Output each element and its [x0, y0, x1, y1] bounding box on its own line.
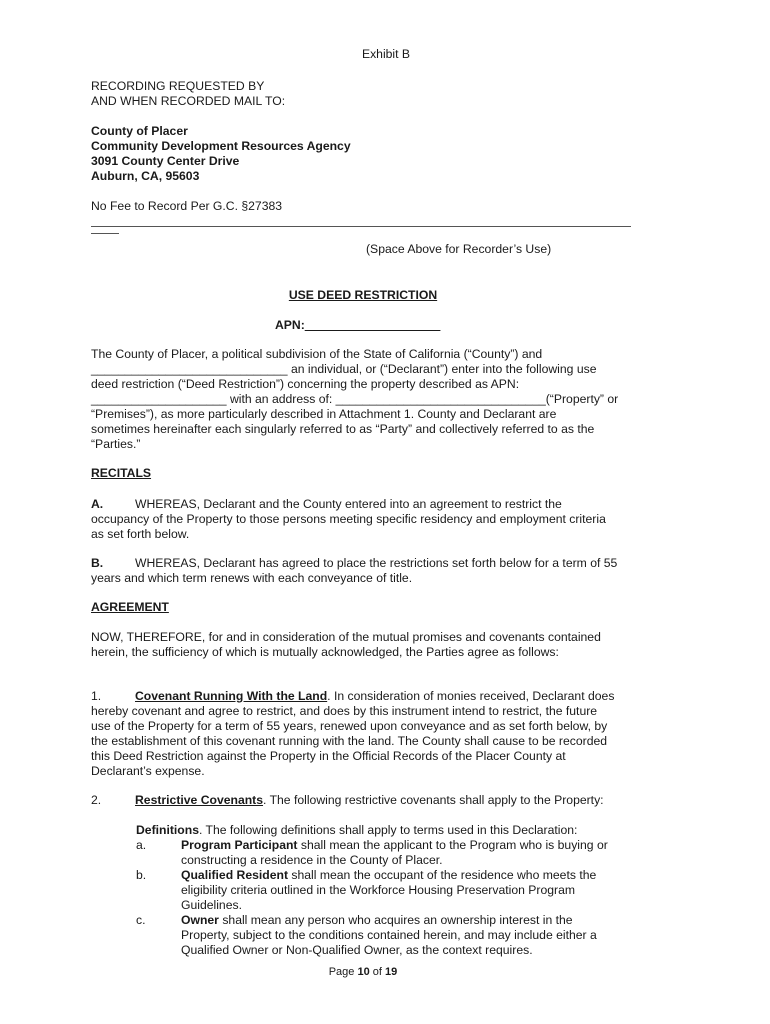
- section-2: 2. Restrictive Covenants. The following restrictive covenants shall apply to the Property:: [91, 793, 604, 807]
- intro-paragraph: The County of Placer, a political subdivision of the State of California (“County”) and _____________________________ an individual, or (“Declarant”) enter into the following use deed restriction (“Deed Restriction”) concerning the property described as APN: ____________________ with an address of: _______________________________(“Property” or “Premises”), as more particularly described in Attachment 1. County and Declarant are sometimes hereinafter each singularly referred to as “Party” and collectively referred to as the “Parties.”: [91, 347, 619, 451]
- section-1: 1. Covenant Running With the Land. In consideration of monies received, Declarant does hereby covenant and agree to restrict, and does by this instrument intend to restrict, the future use of the Property for a term of 55 years, renewed upon conveyance and as set forth below, by the establishment of this covenant running with the land. The County shall cause to be recorded this Deed Restriction against the Property in the Official Records of the Placer County at Declarant’s expense.: [91, 689, 615, 778]
- recording-requested-line1: RECORDING REQUESTED BY: [91, 79, 265, 93]
- definition-item-a: a. Program Participant shall mean the applicant to the Program who is buying or constructing a residence in the County of Placer.: [136, 838, 608, 867]
- recitals-heading: RECITALS: [91, 466, 152, 480]
- address-line-1: County of Placer: [91, 124, 188, 138]
- definition-item-b: b. Qualified Resident shall mean the occupant of the residence who meets the eligibility criteria outlined in the Workforce Housing Preservation Program Guidelines.: [136, 868, 597, 912]
- address-line-3: 3091 County Center Drive: [91, 154, 240, 168]
- document-page: [91, 0, 635, 1024]
- recital-a: A. WHEREAS, Declarant and the County entered into an agreement to restrict the occupancy of the Property to those persons meeting specific residency and employment criteria as set forth below.: [91, 497, 606, 541]
- recital-b: B. WHEREAS, Declarant has agreed to place the restrictions set forth below for a term of 55 years and which term renews with each conveyance of title.: [91, 556, 618, 585]
- definitions-list: [136, 838, 636, 958]
- agreement-intro: NOW, THEREFORE, for and in consideration of the mutual promises and covenants contained herein, the sufficiency of which is mutually acknowledged, the Parties agree as follows:: [91, 630, 601, 659]
- definition-item-c: c. Owner shall mean any person who acquires an ownership interest in the Property, subject to the conditions contained herein, and may include either a Qualified Owner or Non-Qualified Owner, as the context requires.: [136, 913, 597, 957]
- recorder-divider-line: [91, 226, 631, 227]
- recorder-space-note: (Space Above for Recorder’s Use): [366, 242, 552, 256]
- address-line-4: Auburn, CA, 95603: [91, 169, 200, 183]
- document-title: USE DEED RESTRICTION: [288, 288, 438, 302]
- address-line-2: Community Development Resources Agency: [91, 139, 351, 153]
- definitions-intro: Definitions. The following definitions shall apply to terms used in this Declaration:: [136, 823, 578, 837]
- exhibit-label: Exhibit B: [361, 47, 411, 61]
- agreement-heading: AGREEMENT: [91, 600, 169, 614]
- recording-requested-line2: AND WHEN RECORDED MAIL TO:: [91, 94, 286, 108]
- fee-note: No Fee to Record Per G.C. §27383: [91, 199, 283, 213]
- apn-label: APN:____________________: [275, 318, 441, 332]
- page-footer: Page 10 of 19: [328, 966, 398, 978]
- recorder-divider-stub: [91, 233, 119, 234]
